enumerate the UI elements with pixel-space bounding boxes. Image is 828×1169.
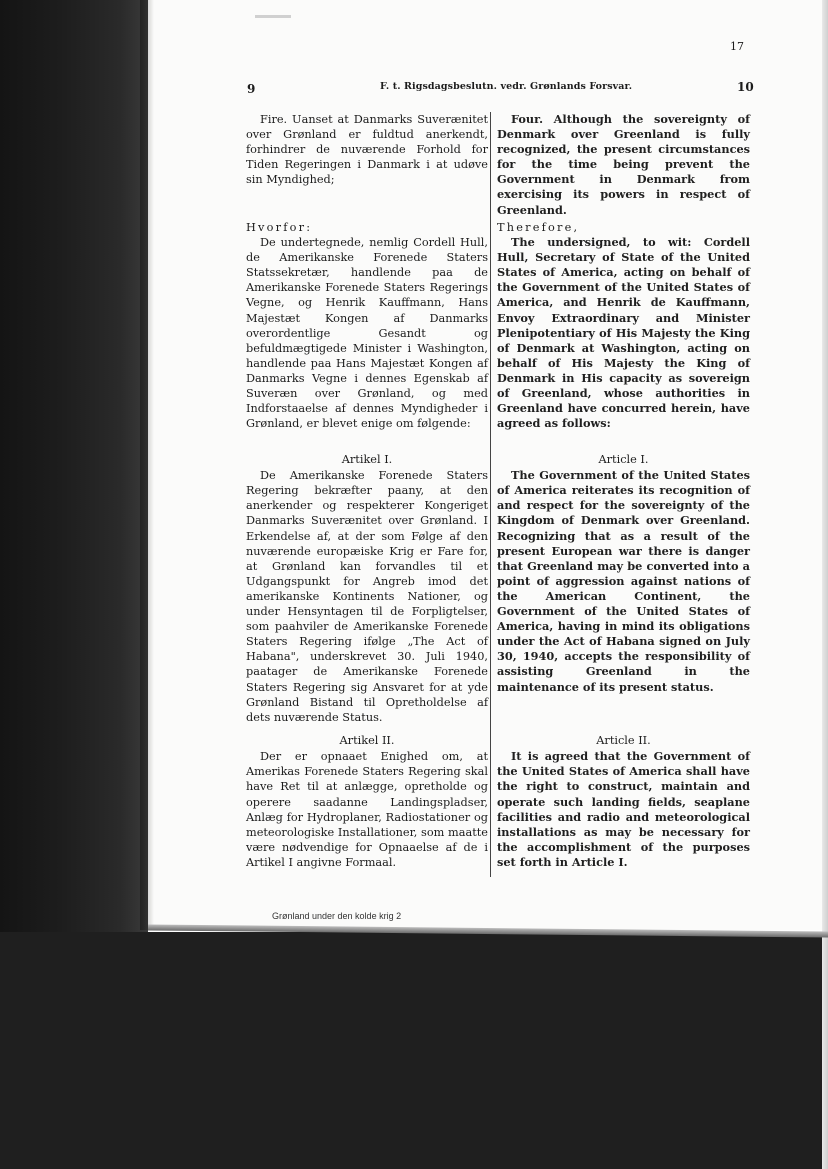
scan-dark-area-bottom (0, 932, 828, 1169)
danish-article-1-title: Artikel I. (341, 453, 393, 467)
danish-heading-hvorfor: Hvorfor: (246, 221, 313, 234)
english-article-1-text: The Government of the United States of America reiterates its recognition of and respect for the sovereignty of the Kingdom of Denmark over Greenland. Recognizing that as a result of the present European war there is danger that Greenland may be converted into a point of aggression against nations of the American Continent, the Government of the United States of America, having in mind its obligations under the Act of Habana signed on July 30, 1940, accepts the responsibility of assisting Greenland in the maintenance of its present status. (497, 468, 750, 694)
footer-note: Grønland under den kolde krig 2 (272, 911, 402, 921)
danish-article-2-text: Der er opnaaet Enighed om, at Amerikas Forenede Staters Regering skal have Ret til at anlægge, opretholde og operere saadanne Landingspladser, Anlæg for Hydroplaner, Radiostationer og meteorologiske Installationer, som maatte være nødvendige for Opnaaelse af de i Artikel I angivne Formaal. (246, 750, 488, 869)
english-column (497, 112, 750, 870)
scan-top-mark (255, 15, 291, 18)
column-divider (490, 112, 491, 877)
english-paragraph-four: Four. Although the sovereignty of Denmark over Greenland is fully recognized, the present circumstances for the time being prevent the Government in Denmark from exercising its powers in respect of Greenland. (497, 112, 750, 217)
page-edge-shadow (140, 0, 154, 930)
english-heading-therefore: Therefore, (497, 221, 580, 234)
left-page-number: 9 (247, 82, 256, 96)
danish-article-2-title: Artikel II. (339, 734, 395, 748)
english-article-2-text: It is agreed that the Government of the United States of America shall have the right to construct, maintain and operate such landing fields, seaplane facilities and radio and meteorological installations as may be necessary for the accomplishment of the purposes set forth in Article I. (497, 749, 750, 869)
sheet-number: 17 (730, 40, 744, 53)
danish-column (246, 112, 488, 870)
scan-edge-right (822, 0, 828, 1169)
english-article-1-title: Article I. (598, 453, 649, 467)
danish-paragraph-undertegnede: De undertegnede, nemlig Cordell Hull, de Amerikanske Forenede Staters Statssekretær, handlende paa de Amerikanske Forenede Staters Regerings Vegne, og Henrik Kauffmann, Hans Majestæt Kongen af Danmarks overordentlige Gesandt og befuldmægtigede Minister i Washington, handlende paa Hans Majestæt Kongen af Danmarks Vegne i dennes Egenskab af Suveræn over Grønland, og med Indforstaaelse af dennes Myndigheder i Grønland, er blevet enige om følgende: (246, 236, 488, 431)
right-page-number: 10 (737, 80, 754, 94)
english-paragraph-undersigned: The undersigned, to wit: Cordell Hull, Secretary of State of the United States of America, acting on behalf of the Government of the United States of America, and Henrik de Kauffmann, Envoy Extraordinary and Minister Plenipotentiary of His Majesty the King of Denmark at Washington, acting on behalf of His Majesty the King of Denmark in His capacity as sovereign of Greenland, whose authorities in Greenland have concurred herein, have agreed as follows: (497, 235, 750, 431)
danish-article-1-text: De Amerikanske Forenede Staters Regering bekræfter paany, at den anerkender og respekterer Kongeriget Danmarks Suverænitet over Grønland. I Erkendelse af, at der som Følge af den nuværende europæiske Krig er Fare for, at Grønland kan forvandles til et Udgangspunkt for Angreb imod det amerikanske Kontinents Nationer, og under Hensyntagen til de Forpligtelser, som paahviler de Amerikanske Forenede Staters Regering ifølge „The Act of Habana", underskrevet 30. Juli 1940, paatager de Amerikanske Forenede Staters Regering sig Ansvaret for at yde Grønland Bistand til Opretholdelse af dets nuværende Status. (246, 469, 488, 724)
english-article-2-title: Article II. (596, 734, 651, 748)
running-header: F. t. Rigsdagsbeslutn. vedr. Grønlands Forsvar. (380, 81, 633, 92)
danish-paragraph-fire: Fire. Uanset at Danmarks Suverænitet over Grønland er fuldtud anerkendt, forhindrer de nuværende Forhold for Tiden Regeringen i Danmark i at udøve sin Myndighed; (246, 113, 488, 187)
